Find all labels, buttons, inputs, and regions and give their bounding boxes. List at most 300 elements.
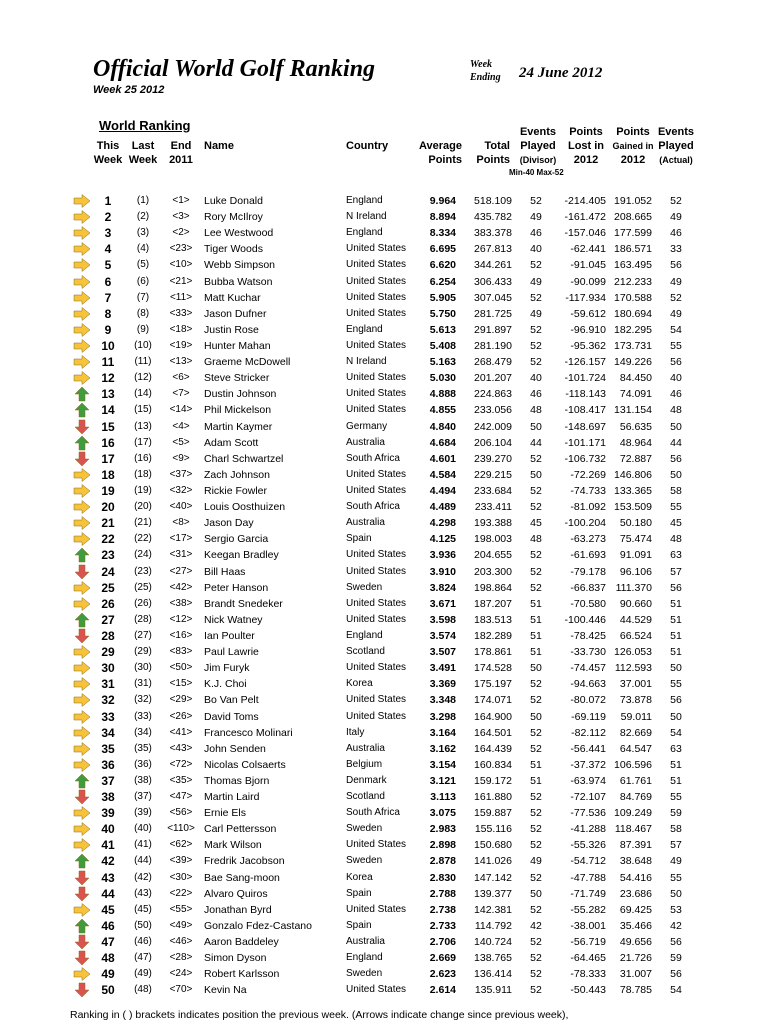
player-name: Peter Hanson [204,581,269,594]
player-country: England [346,629,383,641]
events-played-divisor: 51 [530,774,542,787]
table-row [0,950,768,966]
average-points: 8.894 [429,211,456,224]
points-lost: -47.788 [570,871,606,884]
rank-end-2011: <6> [172,372,190,384]
events-played-divisor: 50 [530,468,542,481]
points-lost: -37.372 [570,758,606,771]
points-lost: -62.441 [570,243,606,256]
rank-last-week: (17) [134,436,152,448]
player-name: John Senden [204,742,266,755]
average-points: 3.507 [429,646,456,659]
table-row [0,241,768,257]
average-points: 4.298 [429,517,456,530]
average-points: 4.584 [429,468,456,481]
table-row [0,467,768,483]
rank-last-week: (24) [134,549,152,561]
rank-last-week: (10) [134,339,152,351]
events-played-actual: 56 [670,581,682,594]
player-name: Matt Kuchar [204,291,261,304]
points-lost: -64.465 [570,952,606,965]
events-played-actual: 46 [670,227,682,240]
player-name: Adam Scott [204,436,259,449]
total-points: 307.045 [474,291,512,304]
total-points: 140.724 [474,936,512,949]
rank-end-2011: <43> [169,742,193,754]
table-row [0,805,768,821]
rank-end-2011: <15> [169,678,193,690]
player-name: Justin Rose [204,323,259,336]
header-end-2011: End 2011 [169,140,193,166]
events-played-actual: 51 [670,613,682,626]
events-played-divisor: 51 [530,629,542,642]
rank-last-week: (12) [134,372,152,384]
rank-this-week: 43 [101,870,115,885]
rank-last-week: (38) [134,774,152,786]
average-points: 3.910 [429,565,456,578]
points-gained: 126.053 [614,646,652,659]
player-name: Nick Watney [204,613,263,626]
events-played-actual: 63 [670,742,682,755]
table-row [0,853,768,869]
player-name: Charl Schwartzel [204,452,284,465]
points-lost: -78.333 [570,968,606,981]
table-row [0,531,768,547]
table-row [0,274,768,290]
rank-this-week: 27 [101,612,115,627]
total-points: 239.270 [474,452,512,465]
table-row [0,902,768,918]
player-country: United States [346,710,407,722]
points-lost: -100.204 [564,517,606,530]
average-points: 3.491 [429,662,456,675]
min-max-note: Min-40 Max-52 [509,168,564,177]
player-name: Louis Oosthuizen [204,501,286,514]
rank-last-week: (13) [134,420,152,432]
rank-end-2011: <62> [169,839,193,851]
rank-this-week: 13 [101,387,115,402]
arrow-up-icon [72,853,92,869]
points-gained: 133.365 [614,484,652,497]
events-played-actual: 63 [670,549,682,562]
rank-this-week: 30 [101,661,115,676]
table-row [0,692,768,708]
events-played-divisor: 49 [530,307,542,320]
average-points: 8.334 [429,227,456,240]
total-points: 344.261 [474,259,512,272]
rank-this-week: 48 [101,951,115,966]
rank-end-2011: <30> [169,871,193,883]
player-country: Germany [346,420,388,432]
rank-this-week: 39 [101,806,115,821]
events-played-actual: 56 [670,356,682,369]
arrow-down-icon [72,451,92,467]
player-country: N Ireland [346,211,387,223]
arrow-same-icon [72,676,92,692]
events-played-actual: 55 [670,871,682,884]
rank-last-week: (29) [134,646,152,658]
rank-this-week: 40 [101,822,115,837]
events-played-actual: 45 [670,517,682,530]
rank-end-2011: <55> [169,903,193,915]
rank-last-week: (21) [134,517,152,529]
player-country: England [346,323,383,335]
events-played-actual: 59 [670,807,682,820]
rank-this-week: 46 [101,918,115,933]
average-points: 2.898 [429,839,456,852]
rank-last-week: (14) [134,388,152,400]
arrow-same-icon [72,805,92,821]
rank-last-week: (5) [136,259,150,271]
rank-end-2011: <4> [172,420,190,432]
rank-last-week: (40) [134,823,152,835]
rank-this-week: 42 [101,854,115,869]
events-played-actual: 49 [670,211,682,224]
rank-this-week: 21 [101,516,115,531]
rank-last-week: (25) [134,581,152,593]
events-played-actual: 55 [670,339,682,352]
rank-end-2011: <7> [172,388,190,400]
arrow-up-icon [72,612,92,628]
rank-this-week: 8 [104,306,112,321]
points-gained: 49.656 [619,936,652,949]
rank-end-2011: <56> [169,807,193,819]
points-gained: 21.726 [619,952,652,965]
events-played-divisor: 52 [530,323,542,336]
player-name: Martin Laird [204,791,260,804]
total-points: 281.725 [474,307,512,320]
rank-end-2011: <13> [169,356,193,368]
total-points: 175.197 [474,678,512,691]
table-row [0,386,768,402]
total-points: 233.411 [474,501,512,514]
table-row [0,402,768,418]
player-country: United States [346,984,407,996]
points-lost: -106.732 [564,452,606,465]
arrow-up-icon [72,918,92,934]
points-lost: -90.099 [570,275,606,288]
arrow-same-icon [72,709,92,725]
arrow-same-icon [72,660,92,676]
total-points: 518.109 [474,195,512,207]
player-name: K.J. Choi [204,678,247,691]
rank-last-week: (35) [134,742,152,754]
events-played-actual: 40 [670,372,682,385]
rank-this-week: 31 [101,677,115,692]
points-gained: 112.593 [614,662,652,675]
events-played-divisor: 44 [530,436,542,449]
table-row [0,322,768,338]
rank-this-week: 19 [101,483,115,498]
events-played-actual: 52 [670,291,682,304]
points-lost: -38.001 [570,919,606,932]
points-gained: 23.686 [619,887,652,900]
rank-last-week: (44) [134,855,152,867]
events-played-divisor: 52 [530,259,542,272]
rank-last-week: (47) [134,952,152,964]
points-gained: 66.524 [619,629,652,642]
arrow-up-icon [72,773,92,789]
events-played-divisor: 45 [530,517,542,530]
points-lost: -56.719 [570,936,606,949]
points-gained: 182.295 [614,323,652,336]
player-country: United States [346,404,407,416]
rank-this-week: 24 [101,564,115,579]
total-points: 203.300 [474,565,512,578]
player-name: Dustin Johnson [204,388,277,401]
events-played-actual: 55 [670,791,682,804]
player-country: United States [346,613,407,625]
events-played-divisor: 52 [530,339,542,352]
table-row [0,306,768,322]
player-country: United States [346,549,407,561]
rank-this-week: 33 [101,709,115,724]
events-played-divisor: 52 [530,565,542,578]
player-name: Nicolas Colsaerts [204,758,286,771]
player-country: United States [346,484,407,496]
arrow-same-icon [72,515,92,531]
events-played-divisor: 52 [530,726,542,739]
rank-end-2011: <33> [169,307,193,319]
player-country: United States [346,275,407,287]
rank-end-2011: <5> [172,436,190,448]
rank-this-week: 32 [101,693,115,708]
player-name: Fredrik Jacobson [204,855,285,868]
points-gained: 50.180 [619,517,652,530]
player-name: Simon Dyson [204,952,267,965]
events-played-actual: 50 [670,662,682,675]
average-points: 4.840 [429,420,456,433]
player-name: Graeme McDowell [204,356,291,369]
rank-this-week: 14 [101,403,115,418]
rank-last-week: (26) [134,597,152,609]
events-played-divisor: 51 [530,646,542,659]
points-lost: -91.045 [570,259,606,272]
points-lost: -69.119 [571,710,606,723]
total-points: 155.116 [474,823,512,836]
points-lost: -82.112 [571,726,606,739]
table-row [0,773,768,789]
player-name: Tiger Woods [204,243,263,256]
average-points: 2.830 [429,871,456,884]
total-points: 193.388 [474,517,512,530]
player-name: Bae Sang-moon [204,871,280,884]
table-row [0,837,768,853]
table-row [0,435,768,451]
rank-this-week: 44 [101,886,115,901]
events-played-actual: 49 [670,307,682,320]
table-row [0,515,768,531]
rank-end-2011: <72> [169,758,193,770]
total-points: 268.479 [474,356,512,369]
player-name: Jonathan Byrd [204,903,272,916]
average-points: 3.298 [429,710,456,723]
average-points: 2.614 [429,984,456,997]
arrow-same-icon [72,966,92,982]
total-points: 201.207 [474,372,512,385]
table-row [0,419,768,435]
total-points: 204.655 [474,549,512,562]
player-country: United States [346,839,407,851]
average-points: 4.489 [429,501,456,514]
ranking-date: 24 June 2012 [519,65,603,81]
rank-last-week: (11) [134,356,152,368]
arrow-down-icon [72,419,92,435]
rank-end-2011: <17> [169,533,193,545]
points-lost: -61.693 [570,549,606,562]
footer-note: Ranking in ( ) brackets indicates position the previous week. (Arrows indicate change since previous week), [70,1009,569,1021]
rank-this-week: 20 [101,500,115,515]
header-last-week: Last Week [128,140,158,166]
player-country: United States [346,372,407,384]
rank-this-week: 9 [104,322,112,337]
events-played-actual: 50 [670,420,682,433]
points-gained: 84.450 [619,372,652,385]
total-points: 114.792 [474,919,512,932]
events-played-actual: 48 [670,404,682,417]
events-played-divisor: 46 [530,227,542,240]
player-name: Hunter Mahan [204,339,271,352]
average-points: 6.695 [429,243,456,256]
rank-last-week: (18) [134,468,152,480]
rank-end-2011: <27> [169,565,193,577]
rank-end-2011: <26> [169,710,193,722]
rank-end-2011: <22> [169,887,193,899]
events-played-divisor: 49 [530,211,542,224]
total-points: 182.289 [474,629,512,642]
average-points: 4.494 [429,484,456,497]
rank-last-week: (6) [136,275,150,287]
rank-end-2011: <1> [172,195,190,206]
total-points: 229.215 [474,468,512,481]
table-row [0,564,768,580]
total-points: 150.680 [474,839,512,852]
total-points: 435.782 [474,211,512,224]
points-gained: 170.588 [614,291,652,304]
average-points: 5.750 [429,307,456,320]
events-played-divisor: 50 [530,887,542,900]
points-lost: -117.934 [565,291,606,304]
ranking-table [0,193,768,998]
table-row [0,918,768,934]
average-points: 4.684 [429,436,456,449]
player-name: Jason Dufner [204,307,267,320]
points-lost: -101.171 [564,436,606,449]
total-points: 164.900 [474,710,512,723]
rank-end-2011: <35> [169,774,193,786]
points-gained: 173.731 [614,339,652,352]
average-points: 2.788 [429,887,456,900]
total-points: 135.911 [474,984,512,997]
player-country: United States [346,307,407,319]
rank-this-week: 15 [101,419,115,434]
average-points: 3.824 [429,581,456,594]
points-gained: 84.769 [619,791,652,804]
player-name: Rickie Fowler [204,484,268,497]
events-played-divisor: 42 [530,919,542,932]
arrow-up-icon [72,386,92,402]
events-played-divisor: 49 [530,855,542,868]
events-played-actual: 56 [670,452,682,465]
player-country: South Africa [346,807,400,819]
total-points: 164.501 [474,726,512,739]
arrow-same-icon [72,531,92,547]
rank-this-week: 34 [101,725,115,740]
points-gained: 87.391 [619,839,652,852]
player-name: Bill Haas [204,565,246,578]
table-row [0,676,768,692]
arrow-same-icon [72,241,92,257]
rank-last-week: (48) [134,984,152,996]
arrow-same-icon [72,837,92,853]
arrow-down-icon [72,934,92,950]
points-lost: -79.178 [570,565,606,578]
rank-last-week: (22) [134,533,152,545]
player-country: Sweden [346,823,383,835]
events-played-actual: 48 [670,533,682,546]
player-country: United States [346,662,407,674]
average-points: 3.154 [429,758,456,771]
table-row [0,628,768,644]
player-name: Jason Day [204,517,254,530]
total-points: 142.381 [474,903,512,916]
total-points: 178.861 [474,646,512,659]
points-lost: -71.749 [570,887,606,900]
rank-this-week: 37 [101,773,115,788]
events-played-divisor: 52 [530,791,542,804]
rank-end-2011: <39> [169,855,193,867]
arrow-same-icon [72,193,92,209]
events-played-divisor: 40 [530,372,542,385]
arrow-same-icon [72,225,92,241]
events-played-actual: 51 [670,774,682,787]
rank-last-week: (28) [134,613,152,625]
events-played-actual: 53 [670,903,682,916]
rank-last-week: (2) [136,211,150,223]
player-country: United States [346,339,407,351]
rank-this-week: 10 [101,338,115,353]
points-gained: 111.370 [615,581,652,594]
events-played-actual: 56 [670,968,682,981]
table-row [0,499,768,515]
events-played-divisor: 52 [530,839,542,852]
player-country: Denmark [346,774,387,786]
average-points: 5.163 [429,356,456,369]
player-name: Rory McIlroy [204,211,263,224]
events-played-actual: 51 [670,758,682,771]
rank-this-week: 22 [101,532,115,547]
total-points: 233.056 [474,404,512,417]
points-lost: -72.269 [570,468,606,481]
average-points: 2.669 [429,952,456,965]
events-played-actual: 50 [670,887,682,900]
average-points: 3.936 [429,549,456,562]
player-country: United States [346,243,407,255]
average-points: 3.598 [429,613,456,626]
points-gained: 38.648 [619,855,652,868]
average-points: 5.613 [429,323,456,336]
header-average-points: Average Points [418,140,462,166]
points-gained: 91.091 [619,549,652,562]
table-row [0,821,768,837]
points-lost: -78.425 [570,629,606,642]
table-row [0,741,768,757]
player-country: Korea [346,678,373,690]
rank-this-week: 2 [104,210,112,225]
player-country: United States [346,694,407,706]
rank-last-week: (36) [134,758,152,770]
player-country: Australia [346,742,385,754]
